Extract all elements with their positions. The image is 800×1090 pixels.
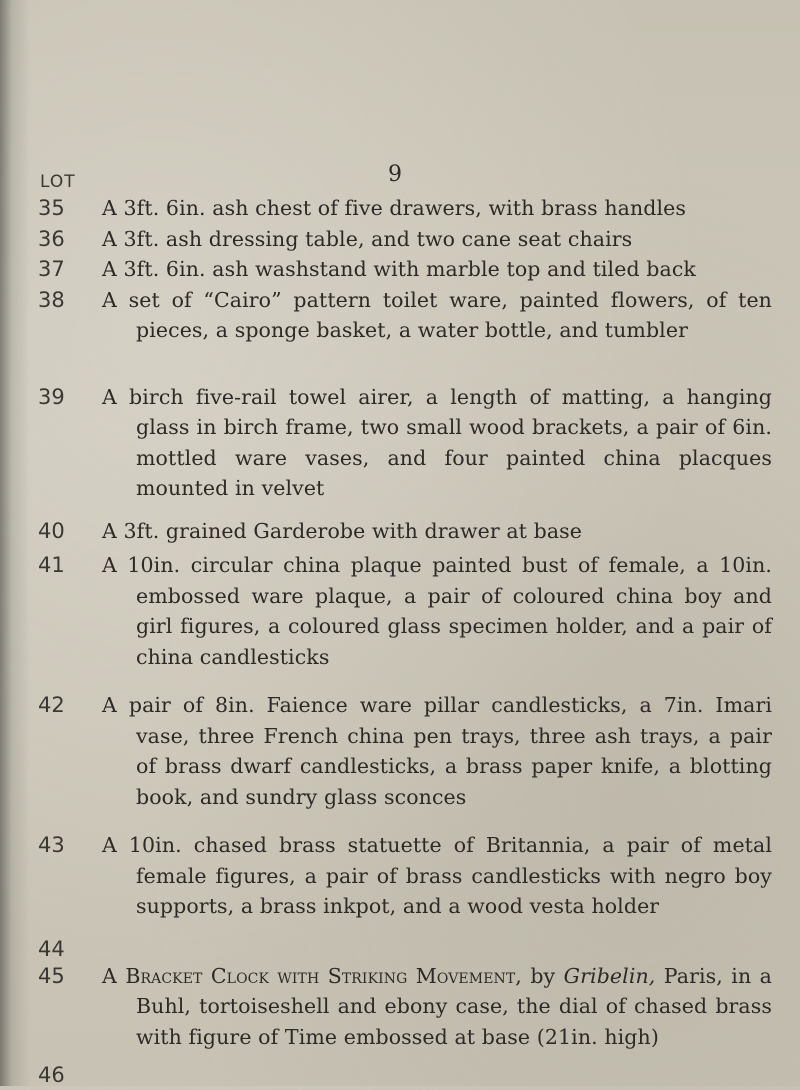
lot-number: 40 <box>38 518 65 543</box>
lot-entry <box>0 224 800 255</box>
lot-description: A 3ft. grained Garderobe with drawer at base <box>102 518 583 543</box>
lot-description: A 3ft. 6in. ash chest of five drawers, with brass handles <box>102 196 687 220</box>
lot-description: A birch five-rail towel airer, a length of matting, a hanging glass in birch frame, two small wood brackets, a pair of 6in. mottled ware vases, and four painted china placques mounted in velvet <box>102 384 772 500</box>
lot-title-smallcaps: A Bracket Clock with Striking Movement, <box>102 963 522 988</box>
lot-entry <box>0 516 800 547</box>
lot-number: 46 <box>38 1063 65 1087</box>
lot-entry <box>0 830 800 922</box>
lot-number: 36 <box>38 226 65 251</box>
lot-number: 37 <box>38 257 65 281</box>
lot-number: 42 <box>38 693 65 717</box>
lot-column-header: LOT <box>40 172 76 192</box>
lot-entry <box>0 382 800 504</box>
lot-number: 38 <box>38 287 65 312</box>
lot-list <box>0 193 800 1090</box>
lot-by-word: by <box>521 963 564 988</box>
lot-entry <box>0 961 800 1053</box>
lot-number: 41 <box>38 553 65 577</box>
page-number: 9 <box>388 162 402 187</box>
lot-entry <box>0 285 800 346</box>
lot-description: A 10in. chased brass statuette of Britannia, a pair of metal female figures, a pair of brass candlesticks with negro boy supports, a brass inkpot, and a wood vesta holder <box>102 833 772 918</box>
clock-maker-name: Gribelin, <box>563 963 656 988</box>
lot-entry <box>0 934 800 964</box>
lot-description: A 3ft. ash dressing table, and two cane seat chairs <box>102 226 633 251</box>
lot-entry <box>0 254 800 285</box>
lot-number: 45 <box>38 963 65 988</box>
lot-entry <box>0 690 800 812</box>
lot-number: 35 <box>38 196 65 220</box>
lot-description: A 3ft. 6in. ash washstand with marble top and tiled back <box>102 257 696 281</box>
lot-number: 43 <box>38 833 65 857</box>
lot-number: 44 <box>38 936 65 961</box>
lot-description-rest: Paris, in a Buhl, tortoiseshell and ebony case, the dial of chased brass with figure of Time embossed at base (21in. high) <box>136 963 773 1049</box>
lot-description: A 10in. circular china plaque painted bust of female, a 10in. embossed ware plaque, a pair of coloured china boy and girl figures, a coloured glass specimen holder, and a pair of china candlesticks <box>102 553 772 669</box>
lot-description: A pair of 8in. Faience ware pillar candlesticks, a 7in. Imari vase, three French china pen trays, three ash trays, a pair of brass dwarf candlesticks, a brass paper knife, a blotting book, and sundry glass sconces <box>102 693 772 809</box>
lot-description <box>102 961 772 1053</box>
lot-description <box>102 934 772 964</box>
lot-number: 39 <box>38 384 65 409</box>
lot-entry <box>0 193 800 224</box>
lot-entry <box>0 550 800 672</box>
lot-description: A set of “Cairo” pattern toilet ware, painted flowers, of ten pieces, a sponge basket, a water bottle, and tumbler <box>102 287 772 342</box>
